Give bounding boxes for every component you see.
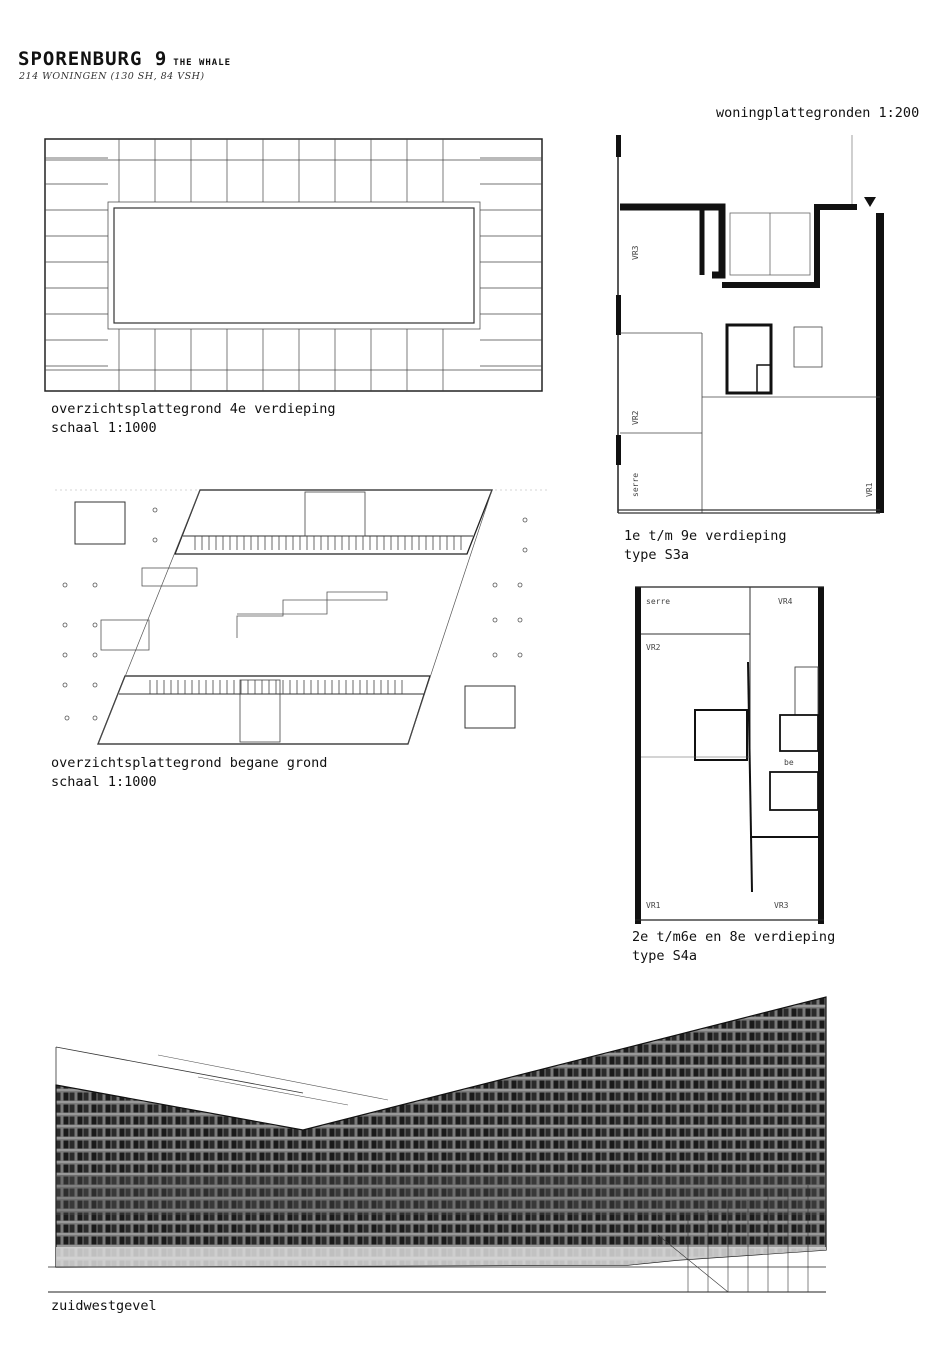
page-title: SPORENBURG 9 THE WHALE	[18, 48, 232, 70]
room-label-vr3: VR3	[631, 245, 640, 260]
page-subtitle: 214 WONINGEN (130 SH, 84 VSH)	[19, 71, 205, 82]
plan-begane-grond-drawing	[55, 480, 550, 750]
caption-type-s4a-line1: 2e t/m6e en 8e verdieping	[632, 929, 836, 945]
room-label-vr2: VR2	[631, 410, 640, 425]
room-label-vr1: VR1	[646, 901, 661, 910]
title-suffix: THE WHALE	[173, 58, 232, 68]
room-label-vr1: VR1	[865, 482, 874, 497]
caption-elevation: zuidwestgevel	[51, 1298, 157, 1314]
caption-type-s3a-line1: 1e t/m 9e verdieping	[624, 528, 787, 544]
room-label-serre: serre	[631, 472, 640, 497]
unit-plan-s4a	[630, 582, 830, 927]
elevation-zuidwestgevel-drawing	[48, 995, 828, 1295]
room-label-be: be	[784, 758, 794, 767]
unit-plan-s3a	[612, 135, 892, 520]
caption-plan-ground-line2: schaal 1:1000	[51, 774, 157, 790]
caption-plan-ground-line1: overzichtsplattegrond begane grond	[51, 755, 328, 771]
caption-plan-4e-line2: schaal 1:1000	[51, 420, 157, 436]
caption-type-s3a-line2: type S3a	[624, 547, 690, 563]
caption-plan-4e-line1: overzichtsplattegrond 4e verdieping	[51, 401, 336, 417]
caption-type-s4a-line2: type S4a	[632, 948, 698, 964]
room-label-vr2: VR2	[646, 643, 661, 652]
plan-4e-verdieping-drawing	[44, 138, 544, 393]
room-label-vr3: VR3	[774, 901, 789, 910]
scale-note: woningplattegronden 1:200	[716, 105, 920, 121]
room-label-serre: serre	[646, 597, 671, 606]
room-label-vr4: VR4	[778, 597, 793, 606]
